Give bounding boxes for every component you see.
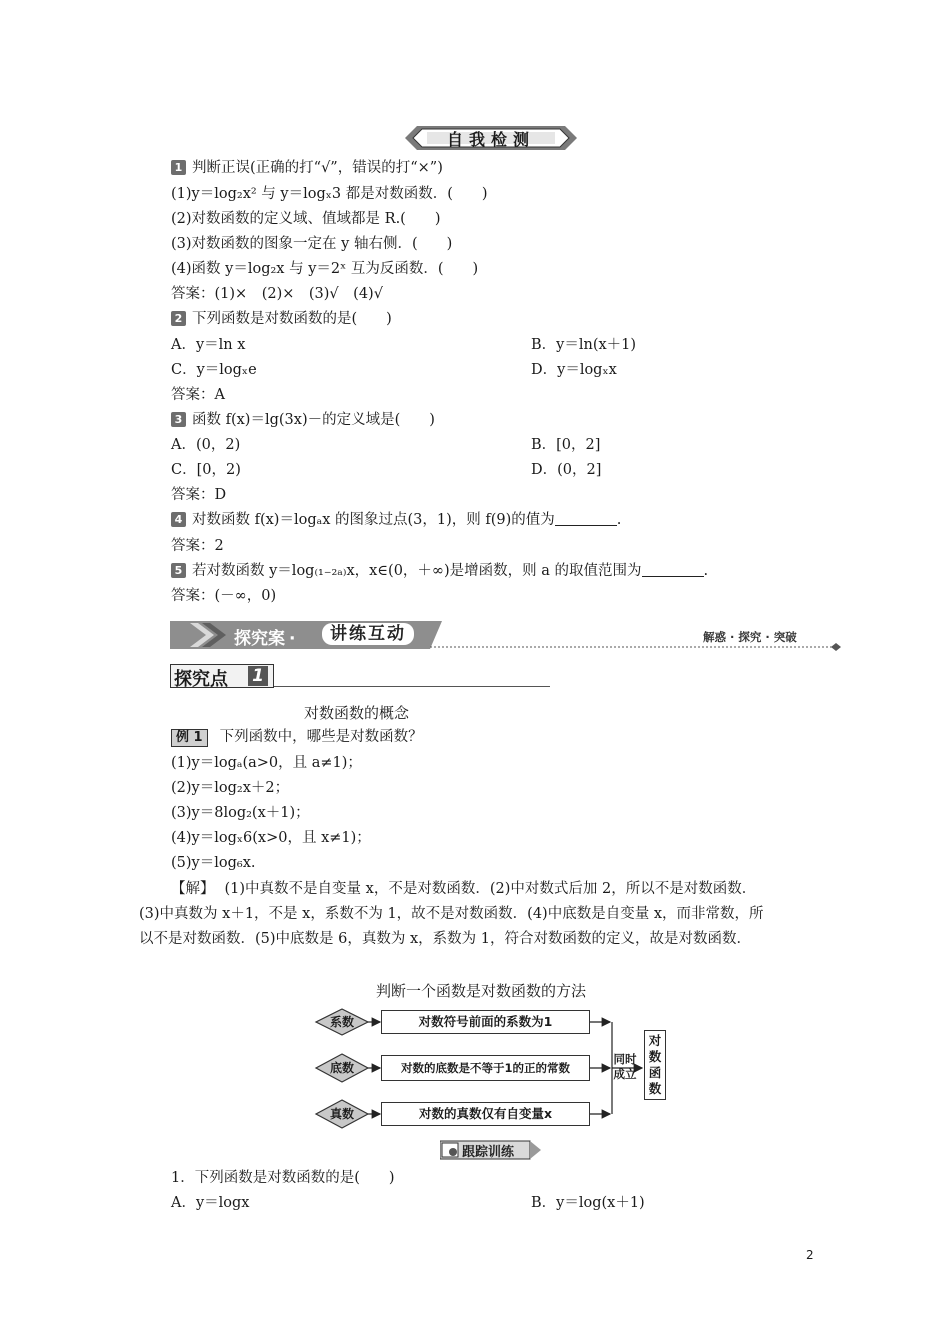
practice-q1-option-a: A．y＝logx — [171, 1195, 250, 1211]
q3-stem: 3 函数 f(x)＝lg(3x)－的定义域是( ) — [171, 410, 435, 430]
practice-q1-option-b: B．y＝log(x＋1) — [531, 1195, 645, 1211]
solution-line-2: (3)中真数为 x＋1，不是 x，系数不为 1，故不是对数函数．(4)中底数是自变量 x，而非常数，所 — [139, 906, 764, 922]
self-check-header — [405, 124, 577, 152]
q3-option-c: C．[0，2) — [171, 462, 241, 478]
page-number: 2 — [806, 1248, 814, 1262]
practice-header — [440, 1140, 542, 1160]
q5-answer: 答案：(－∞，0) — [171, 588, 277, 604]
q1-answer: 答案：(1)× (2)× (3)√ (4)√ — [171, 286, 383, 302]
q3-option-d: D．(0，2] — [531, 462, 602, 478]
q3-option-b: B．[0，2] — [531, 437, 601, 453]
section-title: 对数函数的概念 — [304, 704, 410, 722]
q2-option-d: D．y＝logₓx — [531, 362, 617, 378]
explore-point-label: 探究点 1 — [170, 664, 550, 690]
q1-item-1: (1)y＝log₂x² 与 y＝logₓ3 都是对数函数．( ) — [171, 186, 488, 202]
flow-box-real: 对数的真数仅有自变量x — [381, 1102, 590, 1126]
explore-point-number: 1 — [248, 666, 268, 686]
q2-stem: 2 下列函数是对数函数的是( ) — [171, 309, 392, 329]
flow-result: 对数函数 — [644, 1030, 666, 1100]
example-item-5: (5)y＝log₆x. — [171, 855, 256, 871]
example-item-2: (2)y＝log₂x＋2； — [171, 780, 290, 796]
practice-q1-stem: 1．下列函数是对数函数的是( ) — [171, 1170, 395, 1186]
q1-stem: 1 判断正误(正确的打“√”，错误的打“×”) — [171, 158, 443, 178]
q2-number: 2 — [171, 311, 186, 326]
q2-answer: 答案：A — [171, 387, 225, 403]
example-item-4: (4)y＝logₓ6(x>0，且 x≠1)； — [171, 830, 371, 846]
q3-answer: 答案：D — [171, 487, 227, 503]
example-item-1: (1)y＝logₐ(a>0，且 a≠1)； — [171, 755, 362, 771]
q5-stem: 5 若对数函数 y＝log₍₁₋₂ₐ₎x，x∈(0，＋∞)是增函数，则 a 的取值范围为 . — [171, 561, 708, 581]
flow-box-base: 对数的底数是不等于1的正的常数 — [381, 1055, 590, 1081]
self-check-title: 自我检测 — [446, 130, 535, 149]
q1-item-2: (2)对数函数的定义域、值域都是 R.( ) — [171, 211, 441, 227]
q5-number: 5 — [171, 563, 186, 578]
example-item-3: (3)y＝8log₂(x＋1)； — [171, 805, 310, 821]
diamond-real-label: 真数 — [329, 1107, 354, 1121]
q5-blank — [642, 562, 704, 577]
example-label: 例 1 — [171, 729, 208, 747]
explore-banner-left: 探究案 · — [234, 629, 296, 649]
q1-number: 1 — [171, 160, 186, 175]
q4-number: 4 — [171, 512, 186, 527]
explore-banner — [170, 618, 842, 652]
q4-answer: 答案：2 — [171, 538, 224, 554]
q1-item-3: (3)对数函数的图象一定在 y 轴右侧．( ) — [171, 236, 453, 252]
solution-line-1: 【解】 (1)中真数不是自变量 x，不是对数函数．(2)中对数式后加 2，所以不是对数函数． — [171, 881, 757, 897]
practice-label: 跟踪训练 — [462, 1145, 515, 1160]
solution-label: 【解】 — [171, 881, 215, 897]
q4-stem: 4 对数函数 f(x)＝logₐx 的图象过点(3，1)，则 f(9)的值为 . — [171, 510, 621, 530]
diamond-base-label: 底数 — [329, 1061, 354, 1075]
flowchart-title: 判断一个函数是对数函数的方法 — [376, 982, 587, 1000]
q2-option-c: C．y＝logₓe — [171, 362, 257, 378]
example-stem: 例 1 下列函数中，哪些是对数函数？ — [171, 727, 423, 747]
q1-item-4: (4)函数 y＝log₂x 与 y＝2ˣ 互为反函数．( ) — [171, 261, 479, 277]
flow-box-coef: 对数符号前面的系数为1 — [381, 1010, 590, 1034]
explore-banner-right: 讲练互动 — [322, 623, 414, 645]
solution-line-3: 以不是对数函数．(5)中底数是 6，真数为 x，系数为 1，符合对数函数的定义，故是对数函数． — [139, 931, 751, 947]
q3-number: 3 — [171, 412, 186, 427]
q4-blank — [555, 511, 617, 526]
q3-option-a: A．(0，2) — [171, 437, 241, 453]
flow-merge-label: 同时成立 — [613, 1052, 637, 1081]
q2-option-a: A．y＝ln x — [171, 337, 246, 353]
q2-option-b: B．y＝ln(x＋1) — [531, 337, 637, 353]
diamond-coef-label: 系数 — [329, 1015, 354, 1029]
explore-banner-tagline: 解惑 · 探究 · 突破 — [703, 630, 797, 644]
